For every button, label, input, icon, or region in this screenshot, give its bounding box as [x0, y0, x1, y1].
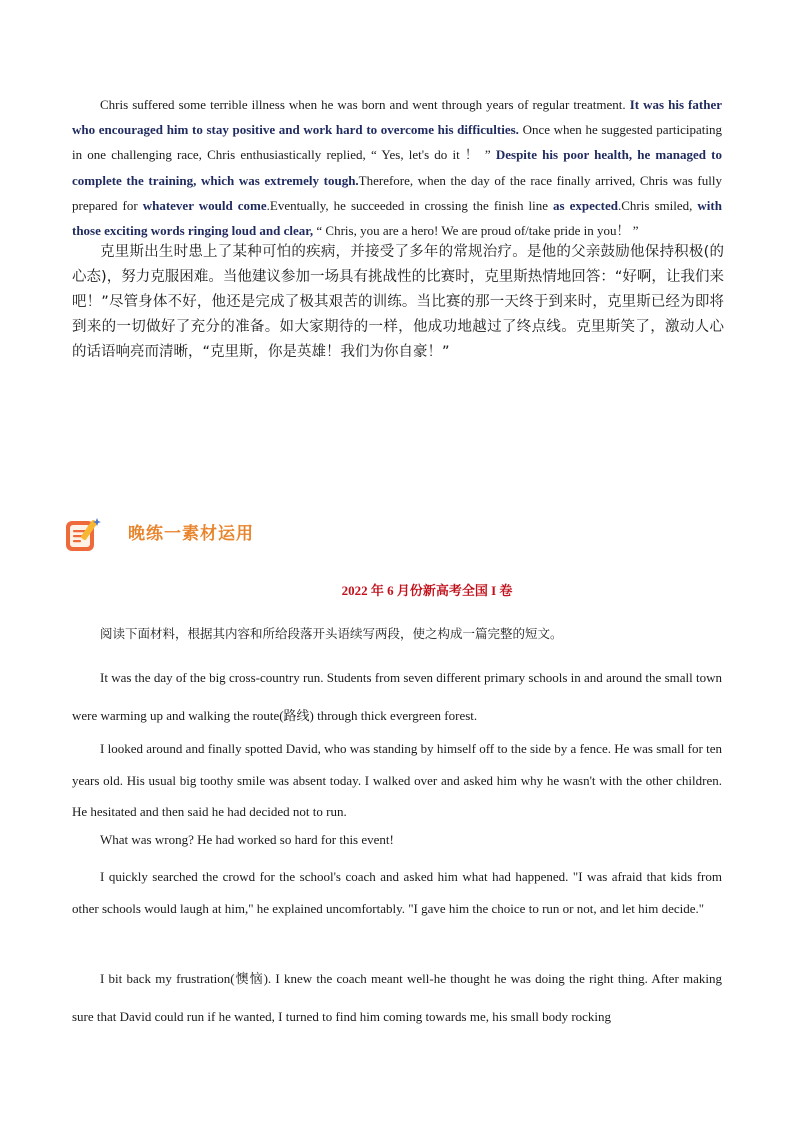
passage-text: Therefore, when the day of the race finally arrived, Chris was fully prepared for — [72, 172, 722, 213]
passage-text: “ Chris, you are a hero! We are proud of/take pride in you！ ” — [313, 223, 639, 239]
passage-text: Chris suffered some terrible illness when he was born and went through years of regular treatment. — [100, 97, 630, 112]
task-instruction: 阅读下面材料，根据其内容和所给段落开头语续写两段，使之构成一篇完整的短文。 — [100, 626, 563, 641]
highlighted-sentence: It was his father who encouraged him to stay positive and work hard to overcome his difficulties. — [72, 97, 722, 138]
highlighted-sentence: Despite his poor health, he managed to complete the training, which was extremely tough. — [72, 147, 722, 188]
exam-title: 2022 年 6 月份新高考全国 I 卷 — [341, 583, 513, 598]
highlighted-phrase: as expected — [553, 197, 618, 213]
story-paragraph: I quickly searched the crowd for the school's coach and asked him what had happened. "I was afraid that kids from other schools would laugh at him," he explained uncomfortably. "I gave him the choice to run or not, and let him decide." — [72, 869, 722, 916]
highlighted-phrase: whatever would come — [142, 197, 267, 213]
passage-text: .Eventually, he succeeded in crossing the finish line — [266, 197, 554, 213]
chinese-translation: 克里斯出生时患上了某种可怕的疾病，并接受了多年的常规治疗。是他的父亲鼓励他保持积极(的心态)，努力克服困难。当他建议参加一场具有挑战性的比赛时，克里斯热情地回答：“好啊，让我们来吧！”尽管身体不好，他还是完成了极其艰苦的训练。当比赛的那一天终于到来时，克里斯已经为即将到来的一切做好了充分的准备。如大家期待的一样，他成功地越过了终点线。克里斯笑了，激动人心的话语响亮而清晰，“克里斯，你是英雄！我们为你自豪！” — [72, 244, 724, 360]
story-paragraph: I bit back my frustration(懊恼). I knew the coach meant well-he thought he was doing the right thing. After making sure that David could run if he wanted, I turned to find him coming towards me, his small body rocking — [72, 971, 722, 1024]
story-paragraph: It was the day of the big cross-country run. Students from seven different primary schools in and around the small town were warming up and walking the route(路线) through thick evergreen forest. — [72, 670, 722, 723]
story-paragraph: What was wrong? He had worked so hard for this event! — [100, 832, 394, 847]
passage-text: .Chris smiled, — [618, 197, 698, 213]
story-paragraph: I looked around and finally spotted David, who was standing by himself off to the side by a fence. He was small for ten years old. His usual big toothy smile was absent today. I walked over and asked him why he wasn't with the other children. He hesitated and then said he had decided not to run. — [72, 741, 722, 819]
model-passage — [72, 92, 722, 243]
highlighted-phrase: with those exciting words ringing loud and clear, — [72, 197, 722, 239]
section-title: 晚练一素材运用 — [128, 524, 254, 544]
notepad-pencil-icon — [62, 515, 106, 555]
passage-text: Once when he suggested participating in one challenging race, Chris enthusiastically replied, “ Yes, let's do it ！ ” — [72, 122, 722, 163]
